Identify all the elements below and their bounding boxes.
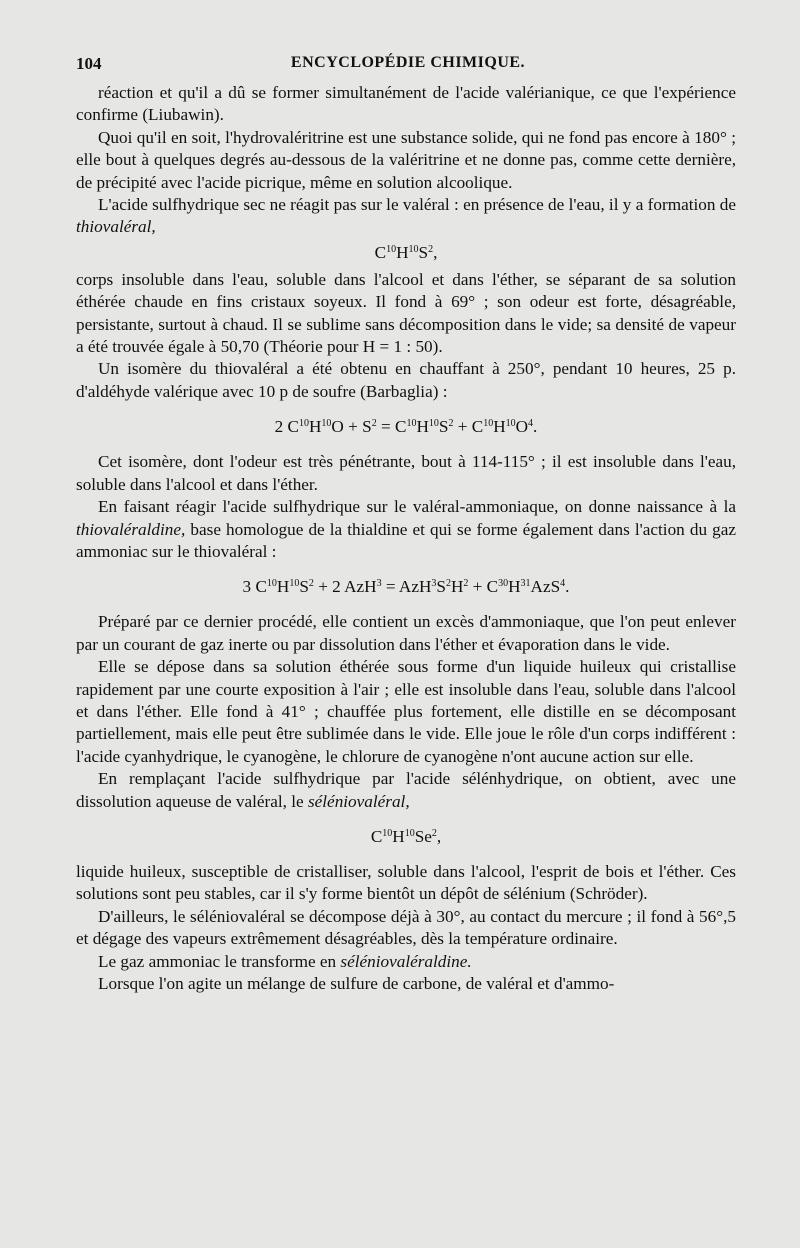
text-run: . xyxy=(533,417,538,437)
text-run: = C xyxy=(376,417,407,437)
superscript: 10 xyxy=(289,578,300,590)
text-run: Lorsque l'on agite un mélange de sulfure de carbone, de valéral et d'ammo- xyxy=(98,974,615,993)
text-run: H xyxy=(309,417,322,437)
paragraph xyxy=(76,496,736,563)
superscript: 10 xyxy=(408,243,419,255)
paragraph xyxy=(76,656,736,768)
running-title: ENCYCLOPÉDIE CHIMIQUE. xyxy=(290,54,526,71)
paragraph xyxy=(76,951,736,973)
paragraph xyxy=(76,861,736,906)
text-run: Le gaz ammoniac le transforme en xyxy=(98,951,341,971)
text-run: Quoi qu'il en soit, l'hydrovaléritrine est une substance solide, qui ne fond pas encore à 180° ; elle bout à quelques degrés au-dessous de la valéritrine et ne donne pas, comme cette dernière, de précipité avec l'acide picrique, même en solution alcoolique. xyxy=(76,127,736,192)
paragraph xyxy=(76,768,736,813)
text-run: réaction et qu'il a dû se former simultanément de l'acide valérianique, ce que l'expérience confirme (Liubawin). xyxy=(76,83,736,125)
chemical-formula xyxy=(76,825,736,849)
superscript: 2 xyxy=(428,243,434,255)
superscript: 31 xyxy=(520,578,531,590)
text-run: H xyxy=(416,417,429,437)
text-run: H xyxy=(493,417,506,437)
text-run: S xyxy=(438,417,449,437)
page-header xyxy=(76,54,740,76)
text-run: + C xyxy=(468,577,499,597)
italic-term: thiovaléral, xyxy=(76,217,156,237)
superscript: 4 xyxy=(560,578,566,590)
text-run: liquide huileux, susceptible de cristalliser, soluble dans l'alcool, l'esprit de bois et l'éther. Ces solutions sont peu stables, car il s'y forme bientôt un dépôt de sélénium (Schröder). xyxy=(76,861,736,904)
superscript: 10 xyxy=(266,578,277,590)
text-run: C xyxy=(370,826,383,846)
page-number: 104 xyxy=(76,54,102,73)
paragraph xyxy=(76,82,736,127)
text-run: Un isomère du thiovaléral a été obtenu en chauffant à 250°, pendant 10 heures, 25 p. d'aldéhyde valérique avec 10 p de soufre (Barbaglia) : xyxy=(76,359,736,401)
superscript: 3 xyxy=(431,578,437,590)
text-run: 2 C xyxy=(274,417,299,437)
chemical-formula xyxy=(76,241,736,265)
text-run: corps insoluble dans l'eau, soluble dans l'alcool et dans l'éther, se séparant de sa solution éthérée chaude en fins cristaux soyeux. Il fond à 69° ; son odeur est forte, désagréable, persistante, surtout à chaud. Il se sublime sans décomposition dans le vide; sa densité de vapeur a été trouvée égale à 50,70 (Théorie pour H = 1 : 50). xyxy=(76,269,736,357)
superscript: 2 xyxy=(445,578,451,590)
text-run: Cet isomère, dont l'odeur est très pénétrante, bout à 114-115° ; il est insoluble dans l'eau, soluble dans l'alcool et dans l'éther. xyxy=(76,452,736,494)
superscript: 2 xyxy=(308,578,314,590)
text-run: = AzH xyxy=(381,577,432,597)
superscript: 10 xyxy=(321,418,332,430)
chemical-formula xyxy=(76,415,736,439)
body-text xyxy=(76,82,736,995)
text-run: + C xyxy=(453,417,484,437)
superscript: 10 xyxy=(299,418,309,430)
superscript: 10 xyxy=(386,243,397,255)
text-run: H xyxy=(396,242,409,262)
text-run: AzS xyxy=(530,577,561,597)
text-run: H xyxy=(508,577,521,597)
superscript: 2 xyxy=(448,418,454,430)
text-run: Se xyxy=(414,826,432,846)
text-run: base homologue de la thialdine et qui se forme également dans l'action du gaz ammoniac sur le thiovaléral : xyxy=(76,519,736,561)
text-run: En remplaçant l'acide sulfhydrique par l'acide sélénhydrique, on obtient, avec une dissolution aqueuse de valéral, le xyxy=(76,769,736,811)
superscript: 10 xyxy=(406,418,417,430)
paragraph xyxy=(76,611,736,656)
superscript: 2 xyxy=(463,578,469,590)
superscript: 10 xyxy=(382,827,393,839)
text-run: , xyxy=(433,242,438,262)
paragraph xyxy=(76,973,736,995)
superscript: 10 xyxy=(483,418,494,430)
superscript: 2 xyxy=(431,827,437,839)
text-run: H xyxy=(276,577,290,597)
superscript: 4 xyxy=(528,418,534,430)
text-run: O xyxy=(515,417,529,437)
superscript: 10 xyxy=(404,827,415,839)
paragraph xyxy=(76,127,736,194)
superscript: 3 xyxy=(376,578,382,590)
italic-term: séléniovaléraldine. xyxy=(340,951,472,971)
text-run: H xyxy=(450,577,464,597)
text-run: S xyxy=(418,242,429,262)
superscript: 10 xyxy=(505,418,516,430)
text-run: Préparé par ce dernier procédé, elle contient un excès d'ammoniaque, que l'on peut enlever par un courant de gaz inerte ou par dissolution dans l'éther et évaporation dans le vide. xyxy=(76,612,736,654)
text-run: , xyxy=(436,826,442,846)
text-run: O + S xyxy=(331,417,372,437)
text-run: En faisant réagir l'acide sulfhydrique sur le valéral-ammoniaque, on donne naissance à la xyxy=(98,497,736,517)
paragraph xyxy=(76,358,736,403)
text-run: D'ailleurs, le séléniovaléral se décompose déjà à 30°, au contact du mercure ; il fond à 56°,5 et dégage des vapeurs extrêmement désagréables, dès la température ordinaire. xyxy=(76,906,736,949)
text-run: L'acide sulfhydrique sec ne réagit pas sur le valéral : en présence de l'eau, il y a formation de xyxy=(98,195,736,215)
italic-term: séléniovaléral, xyxy=(307,791,410,811)
text-run: S xyxy=(436,577,446,597)
paragraph xyxy=(76,906,736,951)
superscript: 10 xyxy=(428,418,439,430)
superscript: 30 xyxy=(498,578,509,590)
text-run: H xyxy=(392,826,405,846)
italic-term: thiovaléraldine, xyxy=(76,519,186,539)
paragraph xyxy=(76,269,736,359)
text-run: + 2 AzH xyxy=(313,577,377,597)
text-run: C xyxy=(374,242,387,262)
text-run: S xyxy=(299,577,309,597)
superscript: 2 xyxy=(371,418,377,430)
text-run: Elle se dépose dans sa solution éthérée sous forme d'un liquide huileux qui cristallise rapidement par une courte exposition à l'air ; elle est insoluble dans l'eau, soluble dans l'alcool et dans l'éther. Elle fond à 41° ; chauffée plus fortement, elle distille en se décomposant partiellement, mais elle peut être sublimée dans le vide. Elle joue le rôle d'un corps indifférent : l'acide cyanhydrique, le cyanogène, le chlorure de cyanogène n'ont aucune action sur elle. xyxy=(76,657,736,766)
paragraph xyxy=(76,194,736,239)
text-run: . xyxy=(565,577,570,597)
paragraph xyxy=(76,451,736,496)
text-run: 3 C xyxy=(242,577,267,597)
chemical-formula xyxy=(76,575,736,599)
